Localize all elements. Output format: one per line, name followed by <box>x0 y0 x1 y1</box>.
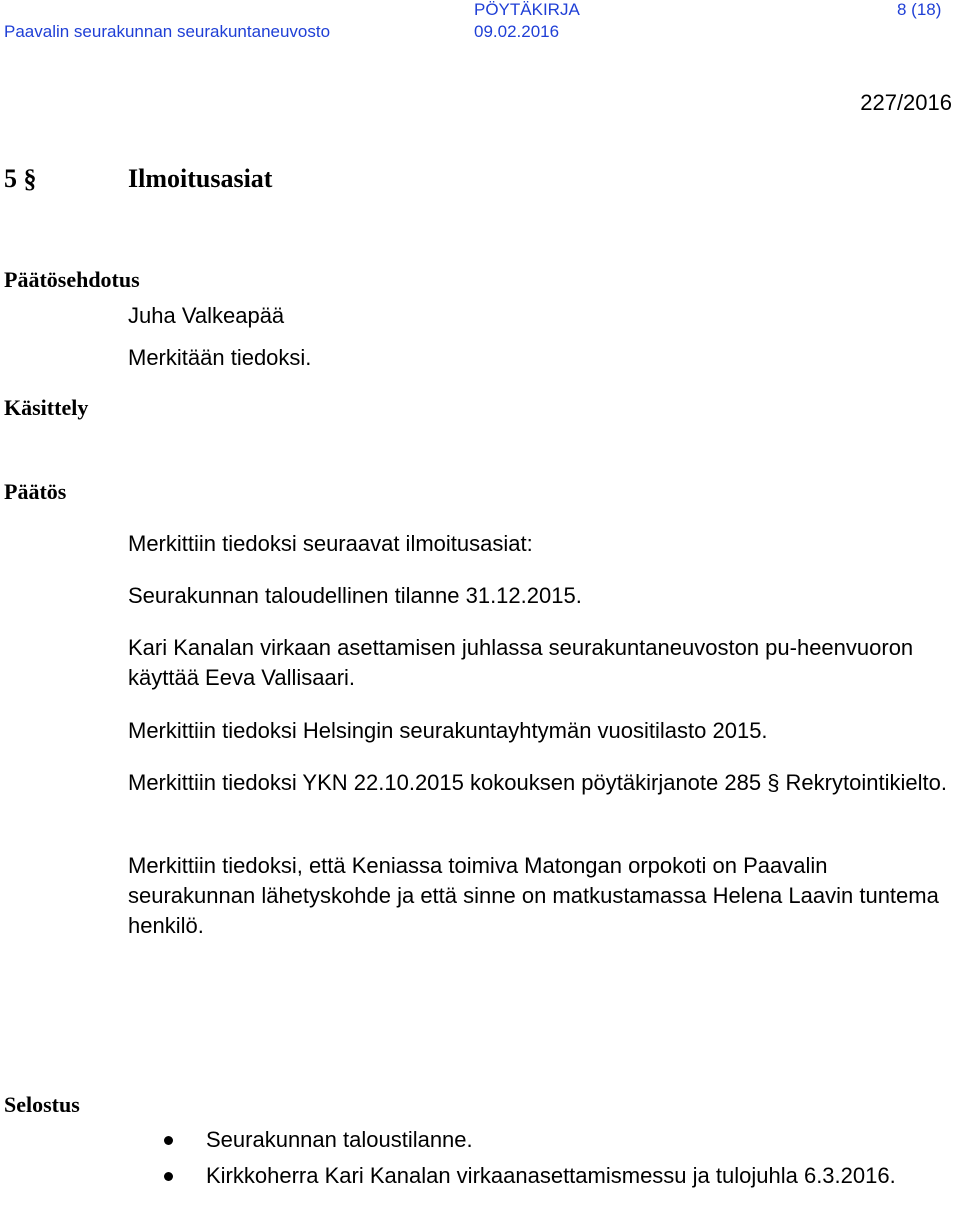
section-heading <box>4 163 272 194</box>
decision-paragraph: Merkittiin tiedoksi YKN 22.10.2015 kokouksen pöytäkirjanote 285 § Rekrytointikielto. <box>128 770 947 795</box>
reference-number: 227/2016 <box>860 90 952 115</box>
label-handling: Käsittely <box>4 395 89 420</box>
decision-paragraph: Merkittiin tiedoksi, että Keniassa toimiva Matongan orpokoti on Paavalin seurakunnan lähetyskohde ja että sinne on matkustamassa Helena Laavin tuntema henkilö. <box>128 853 939 938</box>
list-item <box>0 1161 918 1191</box>
proposal-presenter: Juha Valkeapää <box>128 303 285 328</box>
bullet-icon <box>164 1136 173 1145</box>
decision-paragraph: Merkittiin tiedoksi Helsingin seurakuntayhtymän vuositilasto 2015. <box>128 718 768 743</box>
header-page-number: 8 (18) <box>897 0 942 19</box>
explanation-list <box>0 1125 960 1197</box>
section-title: Ilmoitusasiat <box>128 164 273 193</box>
label-explanation: Selostus <box>4 1092 80 1117</box>
header-date: 09.02.2016 <box>474 22 560 41</box>
list-item-text: Seurakunnan taloustilanne. <box>206 1127 473 1152</box>
header-document-type: PÖYTÄKIRJA <box>474 0 580 19</box>
decision-paragraph: Kari Kanalan virkaan asettamisen juhlassa seurakuntaneuvoston pu-heenvuoron käyttää Eeva Vallisaari. <box>128 635 914 690</box>
list-item-text: Kirkkoherra Kari Kanalan virkaanasettamismessu ja tulojuhla 6.3.2016. <box>206 1163 896 1188</box>
proposal-text: Merkitään tiedoksi. <box>128 345 312 370</box>
section-number: 5 § <box>4 164 37 193</box>
list-item <box>0 1125 918 1155</box>
bullet-icon <box>164 1172 173 1181</box>
label-decision: Päätös <box>4 479 67 504</box>
label-proposal: Päätösehdotus <box>4 267 140 292</box>
decision-paragraph: Merkittiin tiedoksi seuraavat ilmoitusasiat: <box>128 531 533 556</box>
header-organization: Paavalin seurakunnan seurakuntaneuvosto <box>4 22 331 41</box>
decision-paragraph: Seurakunnan taloudellinen tilanne 31.12.2015. <box>128 583 582 608</box>
